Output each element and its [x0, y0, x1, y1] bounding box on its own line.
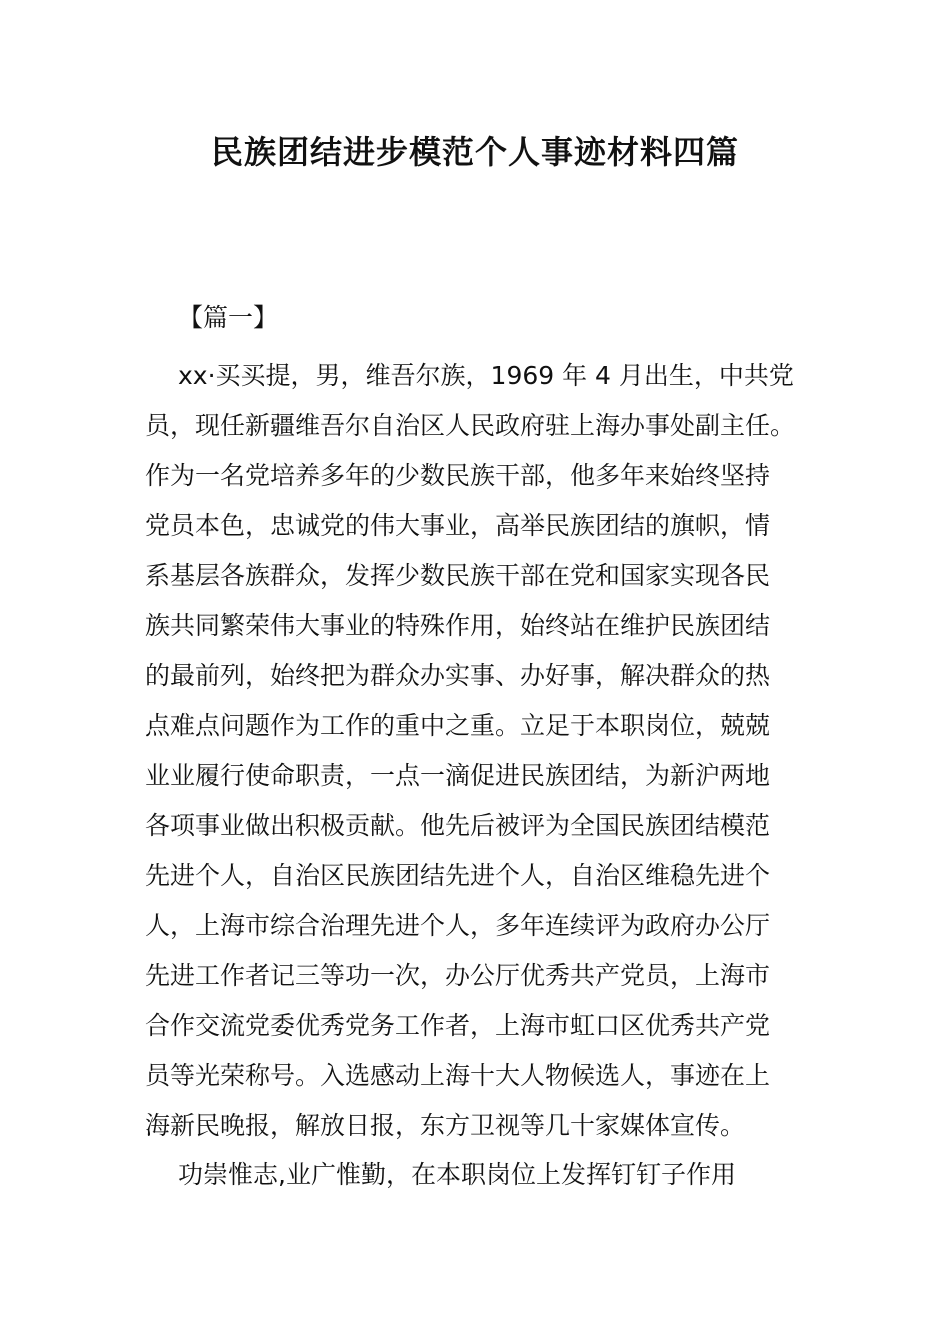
- paragraph-line: 人，上海市综合治理先进个人，多年连续评为政府办公厅: [145, 911, 771, 940]
- paragraph-line: 员等光荣称号。入选感动上海十大人物候选人，事迹在上: [145, 1061, 771, 1090]
- paragraph-line: 党员本色，忠诚党的伟大事业，高举民族团结的旗帜，情: [145, 511, 771, 540]
- paragraph-line: 合作交流党委优秀党务工作者，上海市虹口区优秀共产党: [145, 1011, 771, 1040]
- paragraph-line: 的最前列，始终把为群众办实事、办好事，解决群众的热: [145, 661, 771, 690]
- paragraph-line: xx·买买提，男，维吾尔族，1969 年 4 月出生，中共党: [178, 361, 794, 390]
- section-heading: 【篇一】: [178, 303, 279, 332]
- paragraph-line: 系基层各族群众，发挥少数民族干部在党和国家实现各民: [145, 561, 771, 590]
- paragraph-line: 先进工作者记三等功一次，办公厅优秀共产党员，上海市: [145, 961, 771, 990]
- paragraph-2: 功崇惟志,业广惟勤，在本职岗位上发挥钉钉子作用: [178, 1160, 736, 1189]
- paragraph-1: [145, 351, 796, 1151]
- paragraph-line: 族共同繁荣伟大事业的特殊作用，始终站在维护民族团结: [145, 611, 771, 640]
- paragraph-line: 作为一名党培养多年的少数民族干部，他多年来始终坚持: [145, 461, 771, 490]
- paragraph-line: 员，现任新疆维吾尔自治区人民政府驻上海办事处副主任。: [145, 411, 796, 440]
- paragraph-line: 各项事业做出积极贡献。他先后被评为全国民族团结模范: [145, 811, 771, 840]
- paragraph-line: 业业履行使命职责，一点一滴促进民族团结，为新沪两地: [145, 761, 771, 790]
- paragraph-line: 海新民晚报，解放日报，东方卫视等几十家媒体宣传。: [145, 1111, 746, 1140]
- paragraph-line: 先进个人，自治区民族团结先进个人，自治区维稳先进个: [145, 861, 771, 890]
- document-title: 民族团结进步模范个人事迹材料四篇: [210, 133, 739, 171]
- body-text: [145, 351, 796, 1151]
- paragraph-line: 点难点问题作为工作的重中之重。立足于本职岗位，兢兢: [145, 711, 771, 740]
